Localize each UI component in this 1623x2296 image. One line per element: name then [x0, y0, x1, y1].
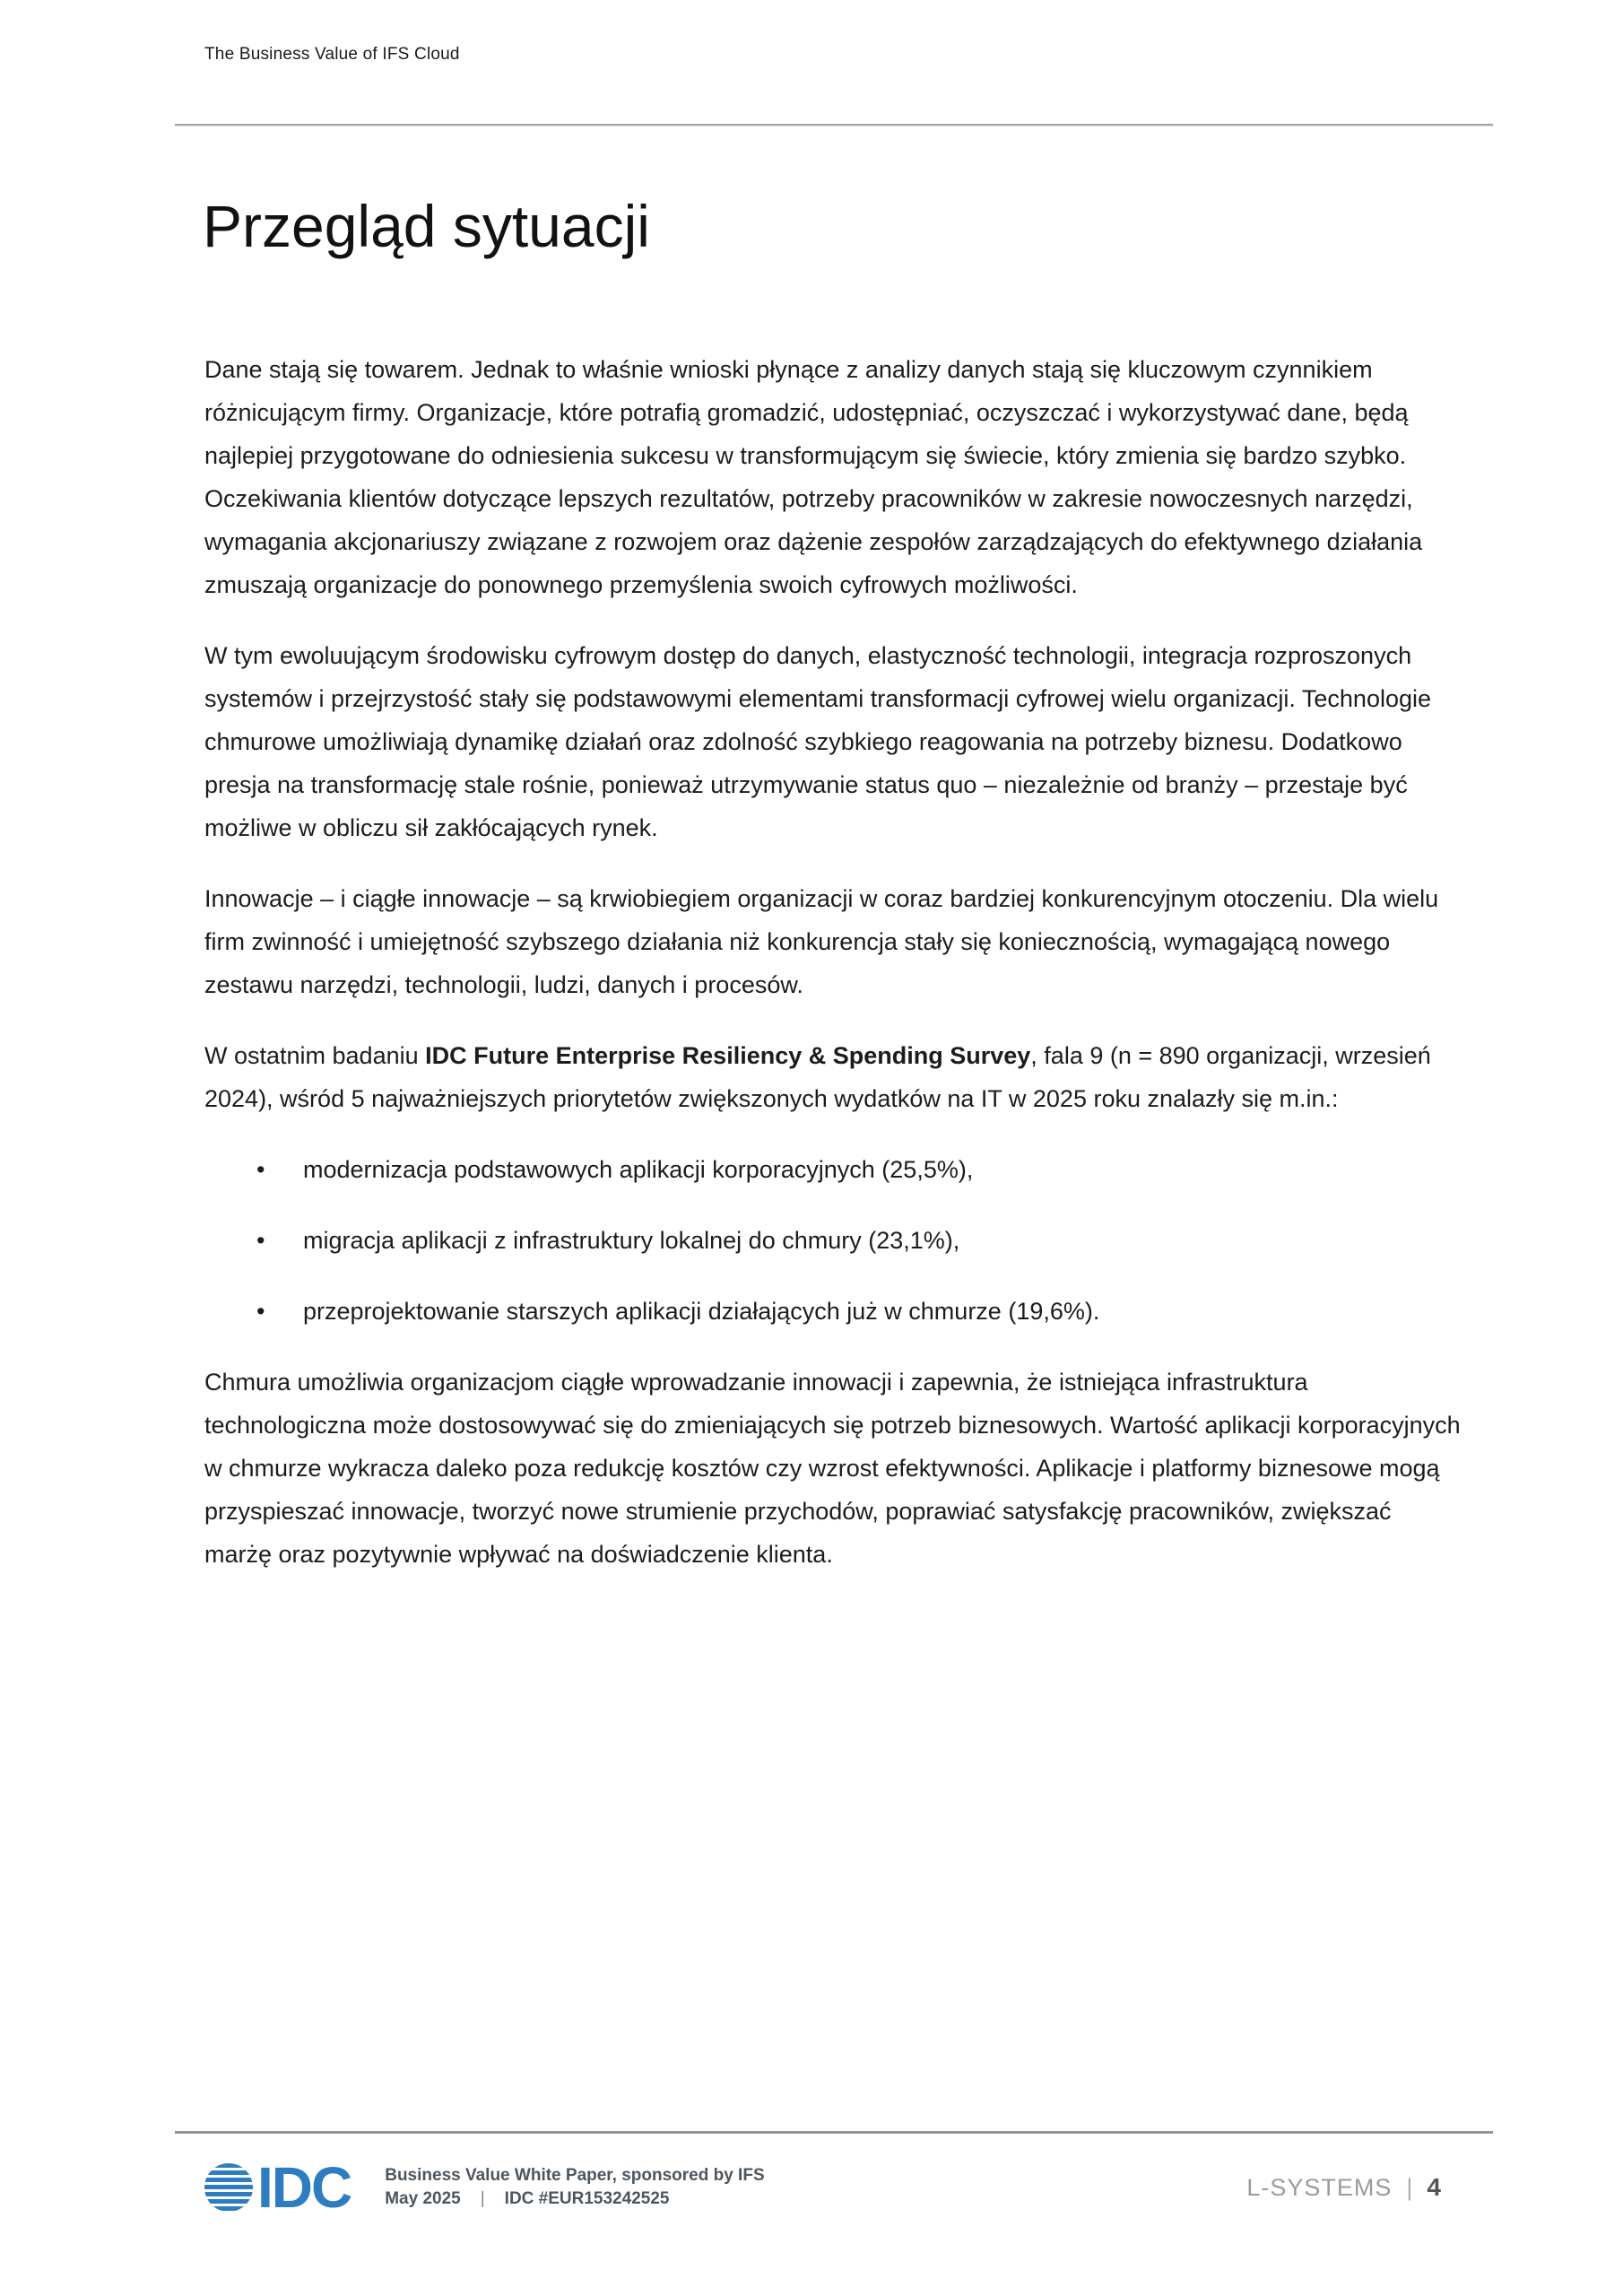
footer-meta [385, 2164, 764, 2211]
list-item [256, 1290, 1462, 1333]
survey-text-suffix: , fala 9 (n = 890 organizacji, wrzesień 2024), wśród 5 najważniejszych priorytetów zwiększonych wydatków na IT w 2025 roku znalazły się m.in.: [204, 1042, 1431, 1112]
list-item-text: przeprojektowanie starszych aplikacji działających już w chmurze (19,6%). [303, 1298, 1100, 1325]
page-number: 4 [1427, 2173, 1441, 2201]
body-content [204, 348, 1462, 1604]
paragraph-survey [204, 1034, 1462, 1120]
bullet-icon: • [256, 1156, 265, 1183]
paragraph-cloud-value: Chmura umożliwia organizacjom ciągłe wprowadzanie innowacji i zapewnia, że istniejąca infrastruktura technologiczna może dostosowywać się do zmieniających się potrzeb biznesowych. Wartość aplikacji korporacyjnych w chmurze wykracza daleko poza redukcję kosztów czy wzrost efektywności. Aplikacje i platformy biznesowe mogą przyspieszać innowacje, tworzyć nowe strumienie przychodów, poprawiać satysfakcję pracowników, zwiększać marżę oraz pozytywnie wpływać na doświadczenie klienta. [204, 1369, 1461, 1568]
survey-name-bold: IDC Future Enterprise Resiliency & Spending Survey [425, 1042, 1031, 1069]
brand-separator: | [1406, 2173, 1413, 2201]
footer-doc-id: IDC #EUR153242525 [504, 2189, 670, 2208]
page-title: Przegląd sytuacji [203, 193, 650, 259]
bullet-icon: • [256, 1298, 265, 1325]
list-item [256, 1148, 1462, 1191]
idc-wordmark: IDC [257, 2155, 352, 2220]
list-item-text: modernizacja podstawowych aplikacji korporacyjnych (25,5%), [303, 1156, 974, 1183]
footer-left [204, 2155, 765, 2220]
bullet-icon: • [256, 1227, 265, 1254]
paragraph-digital-environment: W tym ewoluującym środowisku cyfrowym dostęp do danych, elastyczność technologii, integracja rozproszonych systemów i przejrzystość stały się podstawowymi elementami transformacji cyfrowej wielu organizacji. Technologie chmurowe umożliwiają dynamikę działań oraz zdolność szybkiego reagowania na potrzeby biznesu. Dodatkowo presja na transformację stale rośnie, ponieważ utrzymywanie status quo – niezależnie od branży – przestaje być możliwe w obliczu sił zakłócających rynek. [204, 642, 1432, 841]
footer [204, 2155, 1441, 2220]
header-divider [175, 124, 1493, 126]
survey-text-prefix: W ostatnim badaniu [204, 1042, 426, 1069]
footer-right [1246, 2173, 1441, 2202]
footer-date: May 2025 [385, 2189, 461, 2208]
idc-globe-icon [204, 2163, 253, 2212]
idc-logo [204, 2155, 352, 2220]
footer-date-docid [385, 2187, 764, 2211]
paragraph-innovation: Innowacje – i ciągłe innowacje – są krwiobiegiem organizacji w coraz bardziej konkurencyjnym otoczeniu. Dla wielu firm zwinność i umiejętność szybszego działania niż konkurencja stały się koniecznością, wymagającą nowego zestawu narzędzi, technologii, ludzi, danych i procesów. [204, 885, 1439, 998]
footer-separator: | [480, 2189, 485, 2208]
running-header: The Business Value of IFS Cloud [204, 45, 460, 64]
list-item-text: migracja aplikacji z infrastruktury lokalnej do chmury (23,1%), [303, 1227, 960, 1254]
brand-name: L-SYSTEMS [1246, 2173, 1393, 2201]
priority-bullet-list [256, 1148, 1462, 1333]
footer-divider [175, 2131, 1493, 2134]
list-item [256, 1219, 1462, 1262]
footer-paper-title: Business Value White Paper, sponsored by IFS [385, 2166, 765, 2185]
paragraph-data-commodity: Dane stają się towarem. Jednak to właśnie wnioski płynące z analizy danych stają się kluczowym czynnikiem różnicującym firmy. Organizacje, które potrafią gromadzić, udostępniać, oczyszczać i wykorzystywać dane, będą najlepiej przygotowane do odniesienia sukcesu w transformującym się świecie, który zmienia się bardzo szybko. Oczekiwania klientów dotyczące lepszych rezultatów, potrzeby pracowników w zakresie nowoczesnych narzędzi, wymagania akcjonariuszy związane z rozwojem oraz dążenie zespołów zarządzających do efektywnego działania zmuszają organizacje do ponownego przemyślenia swoich cyfrowych możliwości. [204, 356, 1423, 598]
